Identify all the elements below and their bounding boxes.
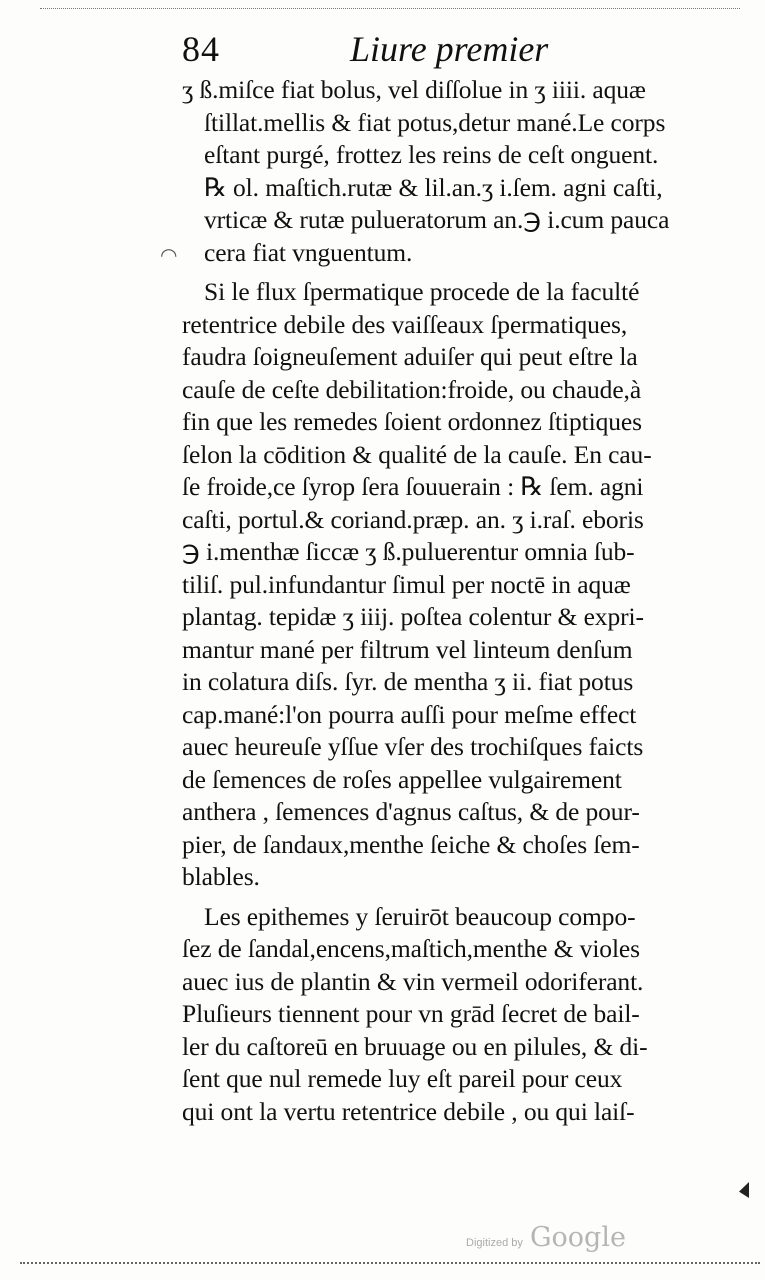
text-line: plantag. tepidæ ʒ iiij. poſtea colentur & expri-	[182, 602, 644, 631]
text-line: caſti, portul.& coriand.præp. an. ʒ i.raſ. eboris	[182, 504, 644, 534]
watermark-prefix: Digitized by	[466, 1237, 523, 1249]
text-line: cauſe de ceſte debilitation:froide, ou chaude,à	[182, 374, 642, 404]
text-line: Pluſieurs tiennent pour vn grād ſecret de bail-	[182, 999, 640, 1028]
text-line: auec ius de plantin & vin vermeil odoriferant.	[182, 966, 644, 996]
text-line: ler du caſtoreū en bruuage ou en pilules, & di-	[182, 1031, 648, 1061]
body-text	[182, 74, 710, 1128]
running-head: Liure premier	[350, 29, 549, 69]
watermark-brand: Google	[529, 1222, 626, 1253]
text-line: anthera , ſemences d'agnus caſtus, & de pour-	[182, 797, 640, 826]
paragraph-3	[182, 901, 710, 1129]
page-edge-mark	[739, 1182, 749, 1198]
text-line: ſe froide,ce ſyrop ſera ſouuerain : ℞ ſem. agni	[182, 472, 644, 501]
text-line: ſelon la cōdition & qualité de la cauſe. En cau-	[182, 439, 652, 469]
text-line: vrticæ & rutæ pulueratorum an.℈ i.cum pauca	[204, 205, 670, 234]
text-line: auec heureuſe yſſue vſer des trochiſques faicts	[182, 732, 644, 761]
text-line: ʒ ß.miſce fiat bolus, vel diſſolue in ʒ iiii. aquæ	[182, 75, 646, 104]
text-line: ſent que nul remede luy eſt pareil pour ceux	[182, 1064, 623, 1093]
text-line: eſtant purgé, frottez les reins de ceſt onguent.	[204, 140, 659, 169]
text-line: blables.	[182, 862, 260, 891]
text-line: ſtillat.mellis & fiat potus,detur mané.Le corps	[204, 107, 666, 137]
text-line: cera fiat vnguentum.	[204, 237, 413, 267]
text-line: in colatura diſs. ſyr. de mentha ʒ ii. fiat potus	[182, 667, 634, 696]
text-line: tiliſ. pul.infundantur ſimul per noctē in aquæ	[182, 569, 631, 599]
text-line: pier, de ſandaux,menthe ſeiche & choſes ſem-	[182, 829, 640, 859]
page-number: 84	[182, 29, 220, 69]
digitization-watermark	[466, 1222, 626, 1253]
text-line: mantur mané per filtrum vel linteum denſum	[182, 634, 633, 664]
text-line: Les epithemes y ſeruirōt beaucoup compo-	[204, 901, 636, 931]
text-line: ſez de ſandal,encens,maſtich,menthe & violes	[182, 934, 640, 963]
paragraph-2	[182, 276, 710, 894]
paragraph-1	[182, 74, 710, 269]
text-line: cap.mané:l'on pourra auſſi pour meſme effect	[182, 699, 637, 729]
text-line: de ſemences de roſes appellee vulgairement	[182, 764, 622, 794]
text-line: faudra ſoigneuſement aduiſer qui peut eſtre la	[182, 342, 638, 371]
text-line: ℈ i.menthæ ſiccæ ʒ ß.puluerentur omnia ſub-	[182, 537, 635, 566]
text-line: qui ont la vertu retentrice debile , ou qui laiſ-	[182, 1096, 635, 1126]
bottom-edge-rule	[20, 1262, 760, 1264]
page-header	[182, 22, 722, 72]
text-line: Si le flux ſpermatique procede de la faculté	[204, 277, 640, 306]
margin-mark: ◠	[160, 243, 178, 267]
text-line: retentrice debile des vaiſſeaux ſpermatiques,	[182, 309, 628, 339]
text-line: ℞ ol. maſtich.rutæ & lil.an.ʒ i.ſem. agni caſti,	[204, 172, 663, 202]
top-edge-rule	[40, 8, 740, 9]
text-line: fin que les remedes ſoient ordonnez ſtiptiques	[182, 407, 642, 436]
